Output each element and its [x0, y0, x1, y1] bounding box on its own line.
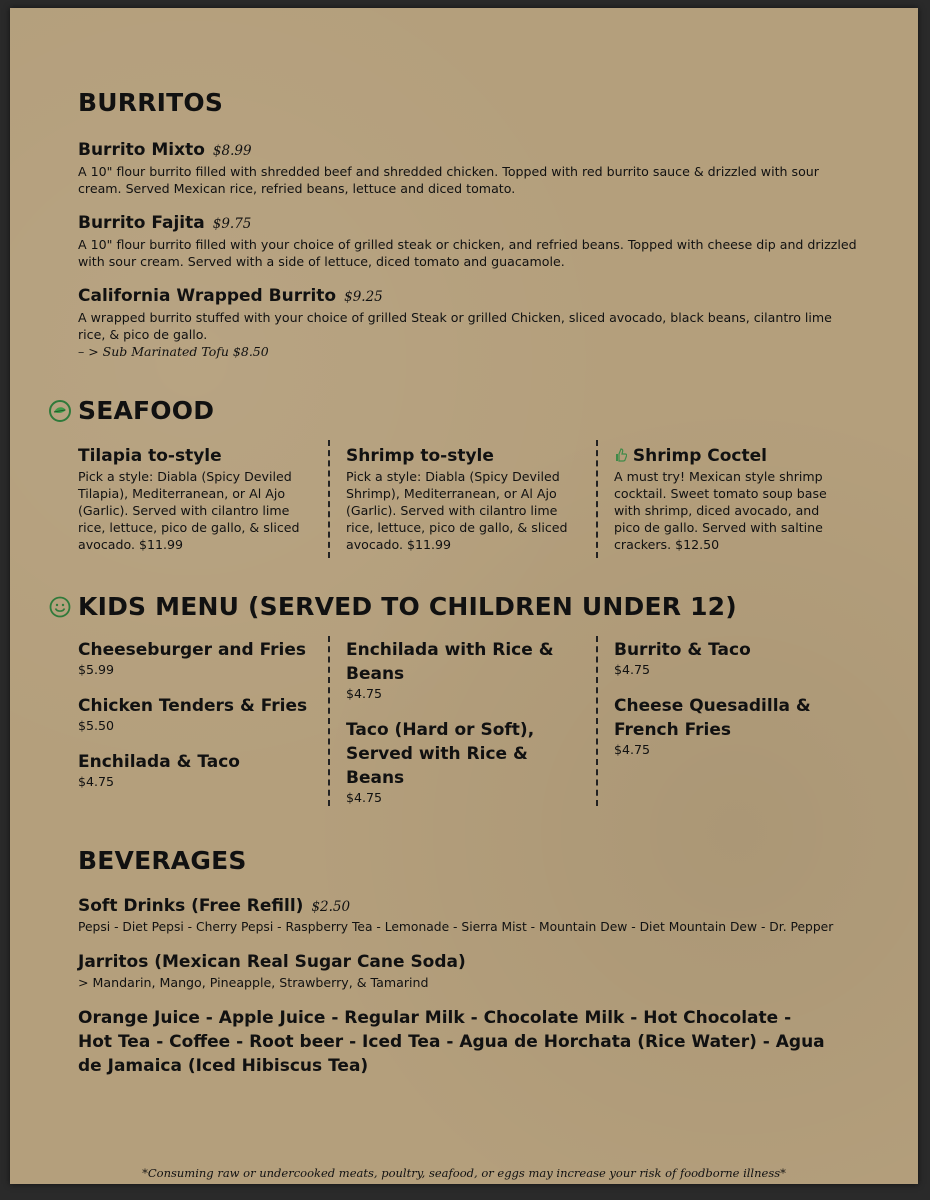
burritos-title: BURRITOS: [78, 88, 224, 117]
item-name: Burrito Mixto: [78, 140, 205, 160]
item-name: Soft Drinks (Free Refill): [78, 896, 304, 916]
menu-item-burrito-mixto: [78, 140, 858, 197]
kids-item: [614, 638, 836, 678]
item-name: Cheeseburger and Fries: [78, 640, 306, 660]
item-name: Shrimp to-style: [346, 446, 494, 466]
footer-disclaimer: *Consuming raw or undercooked meats, poultry, seafood, or eggs may increase your risk of foodborne illness*: [142, 1166, 786, 1180]
kids-title-text: KIDS MENU (SERVED TO CHILDREN UNDER 12): [78, 592, 737, 621]
menu-item-tilapia: [78, 444, 310, 553]
beverage-jarritos: [78, 952, 858, 991]
item-price: $2.50: [311, 899, 351, 915]
item-description: A wrapped burrito stuffed with your choice of grilled Steak or grilled Chicken, sliced avocado, black beans, cilantro lime rice, & pico de gallo.: [78, 310, 832, 342]
item-description: Pick a style: Diabla (Spicy Deviled Shrimp), Mediterranean, or Al Ajo (Garlic). Served with cilantro lime rice, lettuce, pico de gallo, & sliced avocado. $11.99: [346, 469, 568, 552]
menu-item-shrimp-coctel: [614, 444, 846, 553]
item-name: Taco (Hard or Soft), Served with Rice & Beans: [346, 720, 535, 788]
item-description: Pepsi - Diet Pepsi - Cherry Pepsi - Raspberry Tea - Lemonade - Sierra Mist - Mountain Dew - Diet Mountain Dew - Dr. Pepper: [78, 920, 834, 934]
kids-item: [614, 694, 836, 758]
item-name: Burrito Fajita: [78, 213, 205, 233]
column-divider: [596, 636, 598, 806]
kids-item: [78, 694, 310, 734]
menu-item-california-burrito: [78, 286, 858, 360]
item-price: $4.75: [346, 686, 383, 701]
item-description: Pick a style: Diabla (Spicy Deviled Tilapia), Mediterranean, or Al Ajo (Garlic). Served with cilantro lime rice, lettuce, pico de gallo, & sliced avocado. $11.99: [78, 469, 300, 552]
item-price: $8.99: [212, 143, 252, 159]
beverages-title: BEVERAGES: [78, 846, 247, 875]
item-description: A must try! Mexican style shrimp cocktail. Sweet tomato soup base with shrimp, diced avocado, and pico de gallo. Served with saltine crackers. $12.50: [614, 469, 827, 552]
item-price: $4.75: [614, 742, 651, 757]
item-price: $4.75: [346, 790, 383, 805]
kids-item: [346, 718, 568, 806]
item-substitution: – > Sub Marinated Tofu $8.50: [78, 344, 269, 359]
item-price: $5.50: [78, 718, 115, 733]
column-divider: [328, 636, 330, 806]
column-divider: [596, 440, 598, 558]
item-price: $9.25: [344, 289, 383, 305]
item-description: A 10" flour burrito filled with your choice of grilled steak or chicken, and refried beans. Topped with cheese dip and drizzled with sour cream. Served with a side of lettuce, diced tomato and guacamole.: [78, 237, 857, 269]
menu-item-shrimp-style: [346, 444, 578, 553]
column-divider: [328, 440, 330, 558]
menu-item-burrito-fajita: [78, 213, 858, 270]
item-description: A 10" flour burrito filled with shredded beef and shredded chicken. Topped with red burrito sauce & drizzled with sour cream. Served Mexican rice, refried beans, lettuce and diced tomato.: [78, 164, 819, 196]
item-price: $4.75: [78, 774, 115, 789]
kids-item: [78, 750, 310, 790]
item-name: Chicken Tenders & Fries: [78, 696, 308, 716]
smiley-icon: [48, 595, 72, 619]
beverage-soft-drinks: [78, 896, 898, 936]
item-description: > Mandarin, Mango, Pineapple, Strawberry, & Tamarind: [78, 975, 429, 990]
beverage-list: Orange Juice - Apple Juice - Regular Milk - Chocolate Milk - Hot Chocolate - Hot Tea - Coffee - Root beer - Iced Tea - Agua de Horchata (Rice Water) - Agua de Jamaica (Iced Hibiscus Tea): [78, 1008, 825, 1076]
item-name: Shrimp Coctel: [632, 446, 767, 466]
item-name: California Wrapped Burrito: [78, 286, 337, 306]
kids-item: [78, 638, 310, 678]
seafood-title-text: SEAFOOD: [78, 396, 215, 425]
vegan-leaf-icon: [48, 399, 72, 423]
item-name: Enchilada & Taco: [78, 752, 240, 772]
beverage-others: [78, 1006, 828, 1078]
item-price: $9.75: [212, 216, 252, 232]
item-name: Cheese Quesadilla & French Fries: [614, 696, 811, 740]
menu-page: [10, 8, 918, 1184]
item-price: $5.99: [78, 662, 115, 677]
item-name: Burrito & Taco: [614, 640, 751, 660]
kids-item: [346, 638, 568, 702]
item-price: $4.75: [614, 662, 651, 677]
item-name: Tilapia to-style: [78, 446, 222, 466]
item-name: Enchilada with Rice & Beans: [346, 640, 554, 684]
seafood-title: [78, 396, 214, 425]
kids-title: [78, 592, 737, 621]
thumbs-up-icon: [614, 448, 627, 462]
item-name: Jarritos (Mexican Real Sugar Cane Soda): [78, 952, 466, 972]
